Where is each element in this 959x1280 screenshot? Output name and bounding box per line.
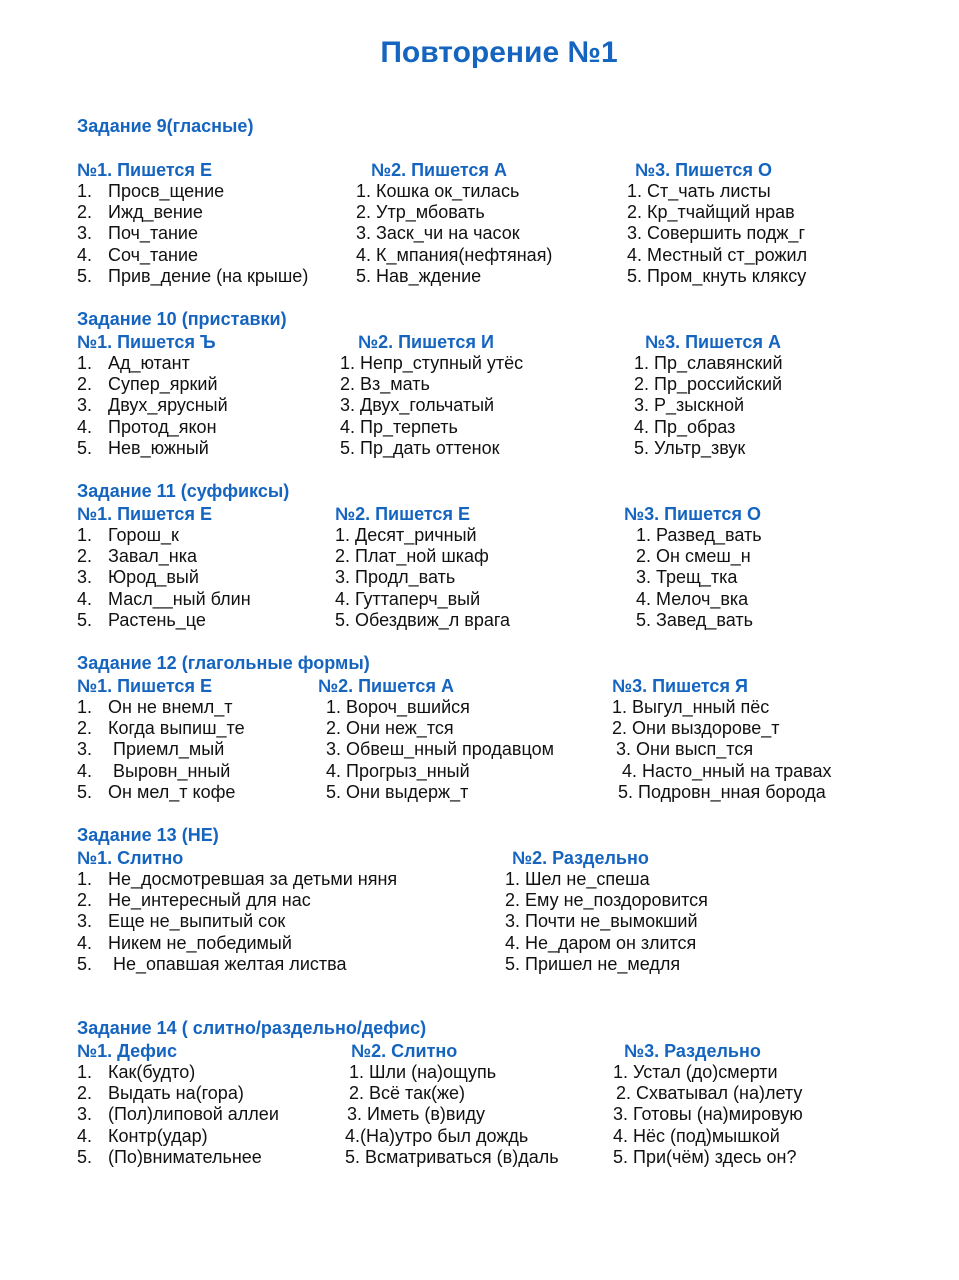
list-item: 3. Трещ_тка (636, 567, 738, 588)
list-item: 5. Нав_ждение (356, 265, 482, 286)
list-item: 4. К_мпания(нефтяная) (356, 244, 553, 265)
column-2 (318, 675, 554, 803)
list-item: 4. Мелоч_вка (636, 588, 749, 609)
column-3 (627, 159, 807, 287)
column-heading: №1. Пишется Е (77, 504, 212, 524)
list-item: 1. Ад_ютант (77, 353, 190, 373)
list-item: 4. Никем не_победимый (77, 932, 292, 953)
list-item: 3. Р_зыскной (634, 395, 745, 416)
list-item: 3. Двух_гольчатый (340, 395, 495, 416)
list-item: 2. Схватывал (на)лету (616, 1083, 803, 1104)
column-3 (613, 1040, 803, 1168)
list-item: 3. Продл_вать (335, 567, 456, 588)
list-item: 1. Десят_ричный (335, 525, 477, 545)
list-item: 2. Когда выпиш_те (77, 718, 245, 739)
list-item: 2. Утр_мбовать (356, 202, 485, 223)
column-heading: №2. Пишется А (371, 160, 507, 180)
column-heading: №3. Пишется А (645, 332, 781, 352)
list-item: 1. Просв_щение (77, 181, 225, 201)
section-title: Задание 11 (суффиксы) (77, 481, 290, 501)
list-item: 5. Растень_це (77, 609, 206, 630)
column-2 (340, 331, 523, 459)
list-item: 1. Он не внемл_т (77, 697, 233, 717)
column-heading: №3. Пишется О (624, 504, 761, 524)
list-item: 2. Плат_ной шкаф (335, 546, 489, 567)
column-heading: №3. Пишется Я (612, 676, 748, 696)
list-item: 4. Прогрыз_нный (326, 760, 470, 781)
column-3 (612, 675, 832, 803)
list-item: 1. Выгул_нный пёс (612, 697, 770, 717)
list-item: 3. Двух_ярусный (77, 395, 228, 416)
list-item: 5. Пром_кнуть кляксу (627, 265, 807, 286)
list-item: 1. Шли (на)ощупь (349, 1062, 497, 1082)
section-title: Задание 12 (глагольные формы) (77, 653, 370, 673)
list-item: 2. Пр_российский (634, 374, 783, 395)
list-item: 4. Насто_нный на травах (622, 760, 832, 781)
list-item: 5. Не_опавшая желтая листва (77, 953, 347, 974)
page-title: Повторение №1 (380, 36, 618, 69)
list-item: 3. Совершить подж_г (627, 223, 806, 244)
list-item: 4. Масл__ный блин (77, 588, 251, 609)
list-item: 5. Завед_вать (636, 609, 753, 630)
column-2 (356, 159, 552, 287)
list-item: 5. При(чём) здесь он? (613, 1146, 797, 1167)
column-3 (634, 331, 783, 459)
list-item: 1. Пр_славянский (634, 353, 783, 373)
column-heading: №3. Пишется О (635, 160, 772, 180)
list-item: 4. Пр_терпеть (340, 416, 458, 437)
list-item: 1. Устал (до)смерти (613, 1062, 778, 1082)
list-item: 2. Не_интересный для нас (77, 890, 311, 911)
column-heading: №1. Пишется Ъ (77, 332, 216, 352)
list-item: 3. Заск_чи на часок (356, 223, 520, 244)
list-item: 4. Выровн_нный (77, 760, 231, 781)
list-item: 1. Кошка ок_тилась (356, 181, 520, 201)
list-item: 4. Гуттаперч_вый (335, 588, 481, 609)
list-item: 3. Обвеш_нный продавцом (326, 739, 554, 760)
list-item: 5. Пр_дать оттенок (340, 437, 500, 458)
list-item: 1. Развед_вать (636, 525, 762, 545)
column-1 (77, 675, 245, 803)
list-item: 5. Всматриваться (в)даль (345, 1146, 559, 1167)
list-item: 2. Они неж_тся (326, 718, 454, 739)
column-heading: №2. Пишется Е (335, 504, 470, 524)
column-heading: №1. Пишется Е (77, 676, 212, 696)
list-item: 1. Горош_к (77, 525, 179, 545)
list-item: 3. Поч_тание (77, 223, 198, 244)
column-heading: №2. Слитно (351, 1041, 458, 1061)
list-item: 3. Готовы (на)мировую (613, 1104, 803, 1125)
list-item: 1. Ст_чать листы (627, 181, 771, 201)
column-1 (77, 503, 251, 631)
column-2 (505, 847, 708, 975)
list-item: 5. Обездвиж_л врага (335, 609, 511, 630)
list-item: 5. (По)внимательнее (77, 1146, 262, 1167)
list-item: 3. Еще не_выпитый сок (77, 911, 286, 932)
column-heading: №1. Пишется Е (77, 160, 212, 180)
list-item: 4. Нёс (под)мышкой (613, 1125, 780, 1146)
list-item: 4. Контр(удар) (77, 1125, 208, 1146)
list-item: 3. Иметь (в)виду (347, 1104, 486, 1125)
section-title: Задание 9(гласные) (77, 116, 254, 136)
list-item: 5. Ультр_звук (634, 437, 746, 458)
list-item: 4. Соч_тание (77, 244, 199, 265)
list-item: 4. Пр_образ (634, 416, 736, 437)
column-heading: №3. Раздельно (624, 1041, 761, 1061)
list-item: 2. Супер_яркий (77, 374, 218, 395)
column-heading: №2. Пишется И (358, 332, 494, 352)
list-item: 5. Он мел_т кофе (77, 781, 236, 802)
column-1 (77, 1040, 279, 1168)
list-item: 3. (Пол)липовой аллеи (77, 1104, 279, 1125)
list-item: 2. Они выздорове_т (612, 718, 780, 739)
column-heading: №1. Дефис (77, 1041, 177, 1061)
column-1 (77, 331, 228, 459)
list-item: 4. Местный ст_рожил (627, 244, 808, 265)
list-item: 1. Шел не_спеша (505, 869, 650, 889)
list-item: 2. Кр_тчайщий нрав (627, 202, 795, 223)
column-2 (345, 1040, 559, 1168)
list-item: 3. Юрод_вый (77, 567, 199, 588)
list-item: 4. Не_даром он злится (505, 932, 697, 953)
list-item: 2. Выдать на(гора) (77, 1083, 244, 1104)
list-item: 1. Вороч_вшийся (326, 697, 470, 717)
column-2 (335, 503, 510, 631)
list-item: 5. Прив_дение (на крыше) (77, 265, 309, 286)
column-1 (77, 847, 397, 975)
list-item: 5. Пришел не_медля (505, 953, 681, 974)
list-item: 2. Ижд_вение (77, 202, 203, 223)
column-3 (624, 503, 762, 631)
section-title: Задание 14 ( слитно/раздельно/дефис) (77, 1018, 427, 1038)
list-item: 5. Подровн_нная борода (618, 781, 826, 802)
list-item: 3. Приемл_мый (77, 739, 225, 760)
column-heading: №2. Пишется А (318, 676, 454, 696)
list-item: 5. Они выдерж_т (326, 781, 469, 802)
list-item: 2. Всё так(же) (349, 1083, 466, 1104)
column-1 (77, 159, 308, 287)
column-heading: №1. Слитно (77, 848, 184, 868)
list-item: 1. Как(будто) (77, 1062, 196, 1082)
section-title: Задание 10 (приставки) (77, 309, 287, 329)
list-item: 2. Ему не_поздоровится (505, 890, 708, 911)
list-item: 3. Они высп_тся (616, 739, 754, 760)
list-item: 2. Он смеш_н (636, 546, 751, 567)
list-item: 2. Завал_нка (77, 546, 197, 567)
list-item: 5. Нев_южный (77, 437, 209, 458)
list-item: 4. Протод_якон (77, 416, 217, 437)
list-item: 2. Вз_мать (340, 374, 430, 395)
list-item: 1. Непр_ступный утёс (340, 353, 524, 373)
list-item: 4.(На)утро был дождь (345, 1125, 529, 1146)
list-item: 1. Не_досмотревшая за детьми няня (77, 869, 398, 889)
list-item: 3. Почти не_вымокший (505, 911, 698, 932)
section-title: Задание 13 (НЕ) (77, 825, 219, 845)
column-heading: №2. Раздельно (512, 848, 649, 868)
